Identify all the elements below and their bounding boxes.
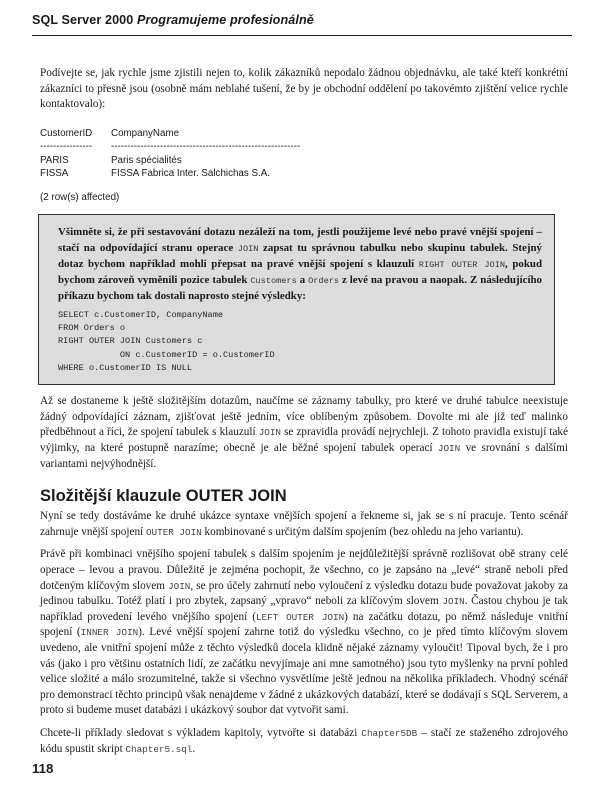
book-subtitle: Programujeme profesionálně	[137, 13, 314, 27]
code-listing: SELECT c.CustomerID, CompanyName FROM Orders o RIGHT OUTER JOIN Customers c ON c.CustomerID = o.CustomerID WHERE o.CustomerID IS NULL	[58, 309, 275, 373]
cell-customerid: PARIS	[40, 154, 69, 166]
page-content	[40, 66, 568, 757]
rows-affected: (2 row(s) affected)	[40, 191, 120, 203]
column-customerid: CustomerID	[40, 127, 93, 139]
result-header-row	[40, 127, 568, 141]
result-row	[40, 167, 568, 181]
cell-companyname: Paris spécialités	[111, 154, 182, 166]
inline-code: JOIN	[237, 243, 259, 254]
cell-companyname: FISSA Fabrica Inter. Salchichas S.A.	[111, 168, 270, 180]
cell-customerid: FISSA	[40, 168, 69, 180]
result-divider-row	[40, 140, 568, 154]
inline-code: INNER JOIN	[80, 627, 139, 639]
inline-code: JOIN	[258, 427, 282, 439]
inline-code: Orders	[308, 276, 340, 287]
section-heading: Složitější klauzule OUTER JOIN	[40, 487, 287, 506]
intro-paragraph: Podívejte se, jak rychle jsme zjistili nejen to, kolik zákazníků nepodalo žádnou objednávku, ale také kteří konkrétní zákazníci to přesně jsou (osobně mám neblahé tušení, že by je obchodní oddělení po takovémto zjištění velice rychle kontaktovalo):	[40, 67, 568, 111]
inline-code: Chapter5.sql	[125, 743, 193, 755]
paragraph-database-setup: Chcete-li příklady sledovat s výkladem kapitoly, vytvořte si databázi Chapter5DB – stačí ze staženého zdrojového kódu spustit skript Chapter5.sql.	[40, 726, 568, 755]
query-result	[40, 127, 568, 205]
paragraph-join-performance: Až se dostaneme k ještě složitějším dotazům, naučíme se záznamy tabulky, pro které ve druhé tabulce neexistuje žádný odpovídající záznam, zjišťovat ještě jedním, více oblíbeným způsobem. Dovolte mi ale již teď malinko předběhnout a říci, že spojení tabulek s klauzulí JOIN se zpravidla provádí nejrychleji. Z tohoto pravidla existují také výjimky, na které postupně narazíme; obecně je ale běžné spojení tabulek operací JOIN ve srovnání s dalšími variantami nejvýhodnější.	[40, 395, 568, 470]
result-row	[40, 154, 568, 168]
inline-code: OUTER JOIN	[145, 526, 202, 538]
inline-code: Chapter5DB	[361, 727, 418, 739]
inline-code: JOIN	[437, 443, 461, 455]
note-text: Všimněte si, že při sestavování dotazu nezáleží na tom, jestli použijeme levé nebo pravé vnější spojení – stačí na odpovídající stranu operace JOIN zapsat tu správnou tabulku nebo skupinu tabulek. Stejný dotaz bychom například mohli přepsat na pravé vnější spojení s klauzulí RIGHT OUTER JOIN, pokud bychom zároveň vyměnili pozice tabulek Customers a Orders z levé na pravou a naopak. Z následujícího příkazu bychom tak dostali naprosto stejné výsledky:	[58, 226, 543, 303]
divider-2: ----------------------------------------------------------	[111, 141, 301, 153]
inline-code: RIGHT OUTER JOIN	[418, 259, 506, 270]
inline-code: JOIN	[442, 596, 465, 608]
inline-code: LEFT OUTER JOIN	[255, 611, 345, 623]
inline-code: Customers	[250, 276, 297, 287]
note-box	[38, 214, 555, 385]
paragraph-left-right: Právě při kombinaci vnějšího spojení tabulek s dalším spojením je nejdůležitější správně rozlišovat obě strany celé operace – levou a pravou. Důležité je zejména pochopit, že všechno, co je zapsáno na „levé“ straně neboli před dotčeným klíčovým slovem JOIN, se pro účely zahrnutí nebo vyloučení z výsledku dotazu bude považovat jakoby za jedinou tabulku. Totéž platí i pro zbytek, zapsaný „vpravo“ neboli za klíčovým slovem JOIN. Častou chybou je tak například provedení levého vnějšího spojení (LEFT OUTER JOIN) na začátku dotazu, po němž následuje vnitřní spojení (INNER JOIN). Levé vnější spojení zahrne totiž do výsledku všechno, co je před tímto klíčovým slovem uvedeno, ale vnitřní spojení může z těchto výsledků docela klidně nějaké záznamy vyloučit! Tipoval bych, že i pro vás (jako i pro většinu ostatních lidí, ze začátku nevyjímaje ani mne samotného) jsou tyto myšlenky na první pohled velice složité a málo srozumitelné, takže si všechno vysvětlíme ještě jednou na několika příkladech. Vhodný scénář pro demonstraci těchto principů však nenajdeme v žádné z ukázkových databází, které se dodávají s SQL Serverem, a proto si budeme muset databázi i ukázkový soubor dat vytvořit sami.	[40, 548, 568, 717]
divider-1: ----------------	[40, 141, 93, 153]
book-title: SQL Server 2000	[32, 13, 134, 27]
paragraph-intro-section: Nyní se tedy dostáváme ke druhé ukázce syntaxe vnějších spojení a řekneme si, jak se s ní pracuje. Tento scénář zahrnuje vnější spojení OUTER JOIN kombinované s určitým dalším spojením (bez ohledu na jeho variantu).	[40, 510, 568, 538]
inline-code: JOIN	[168, 580, 191, 592]
running-header	[32, 13, 572, 36]
page-number: 118	[32, 761, 54, 776]
column-companyname: CompanyName	[111, 127, 180, 139]
